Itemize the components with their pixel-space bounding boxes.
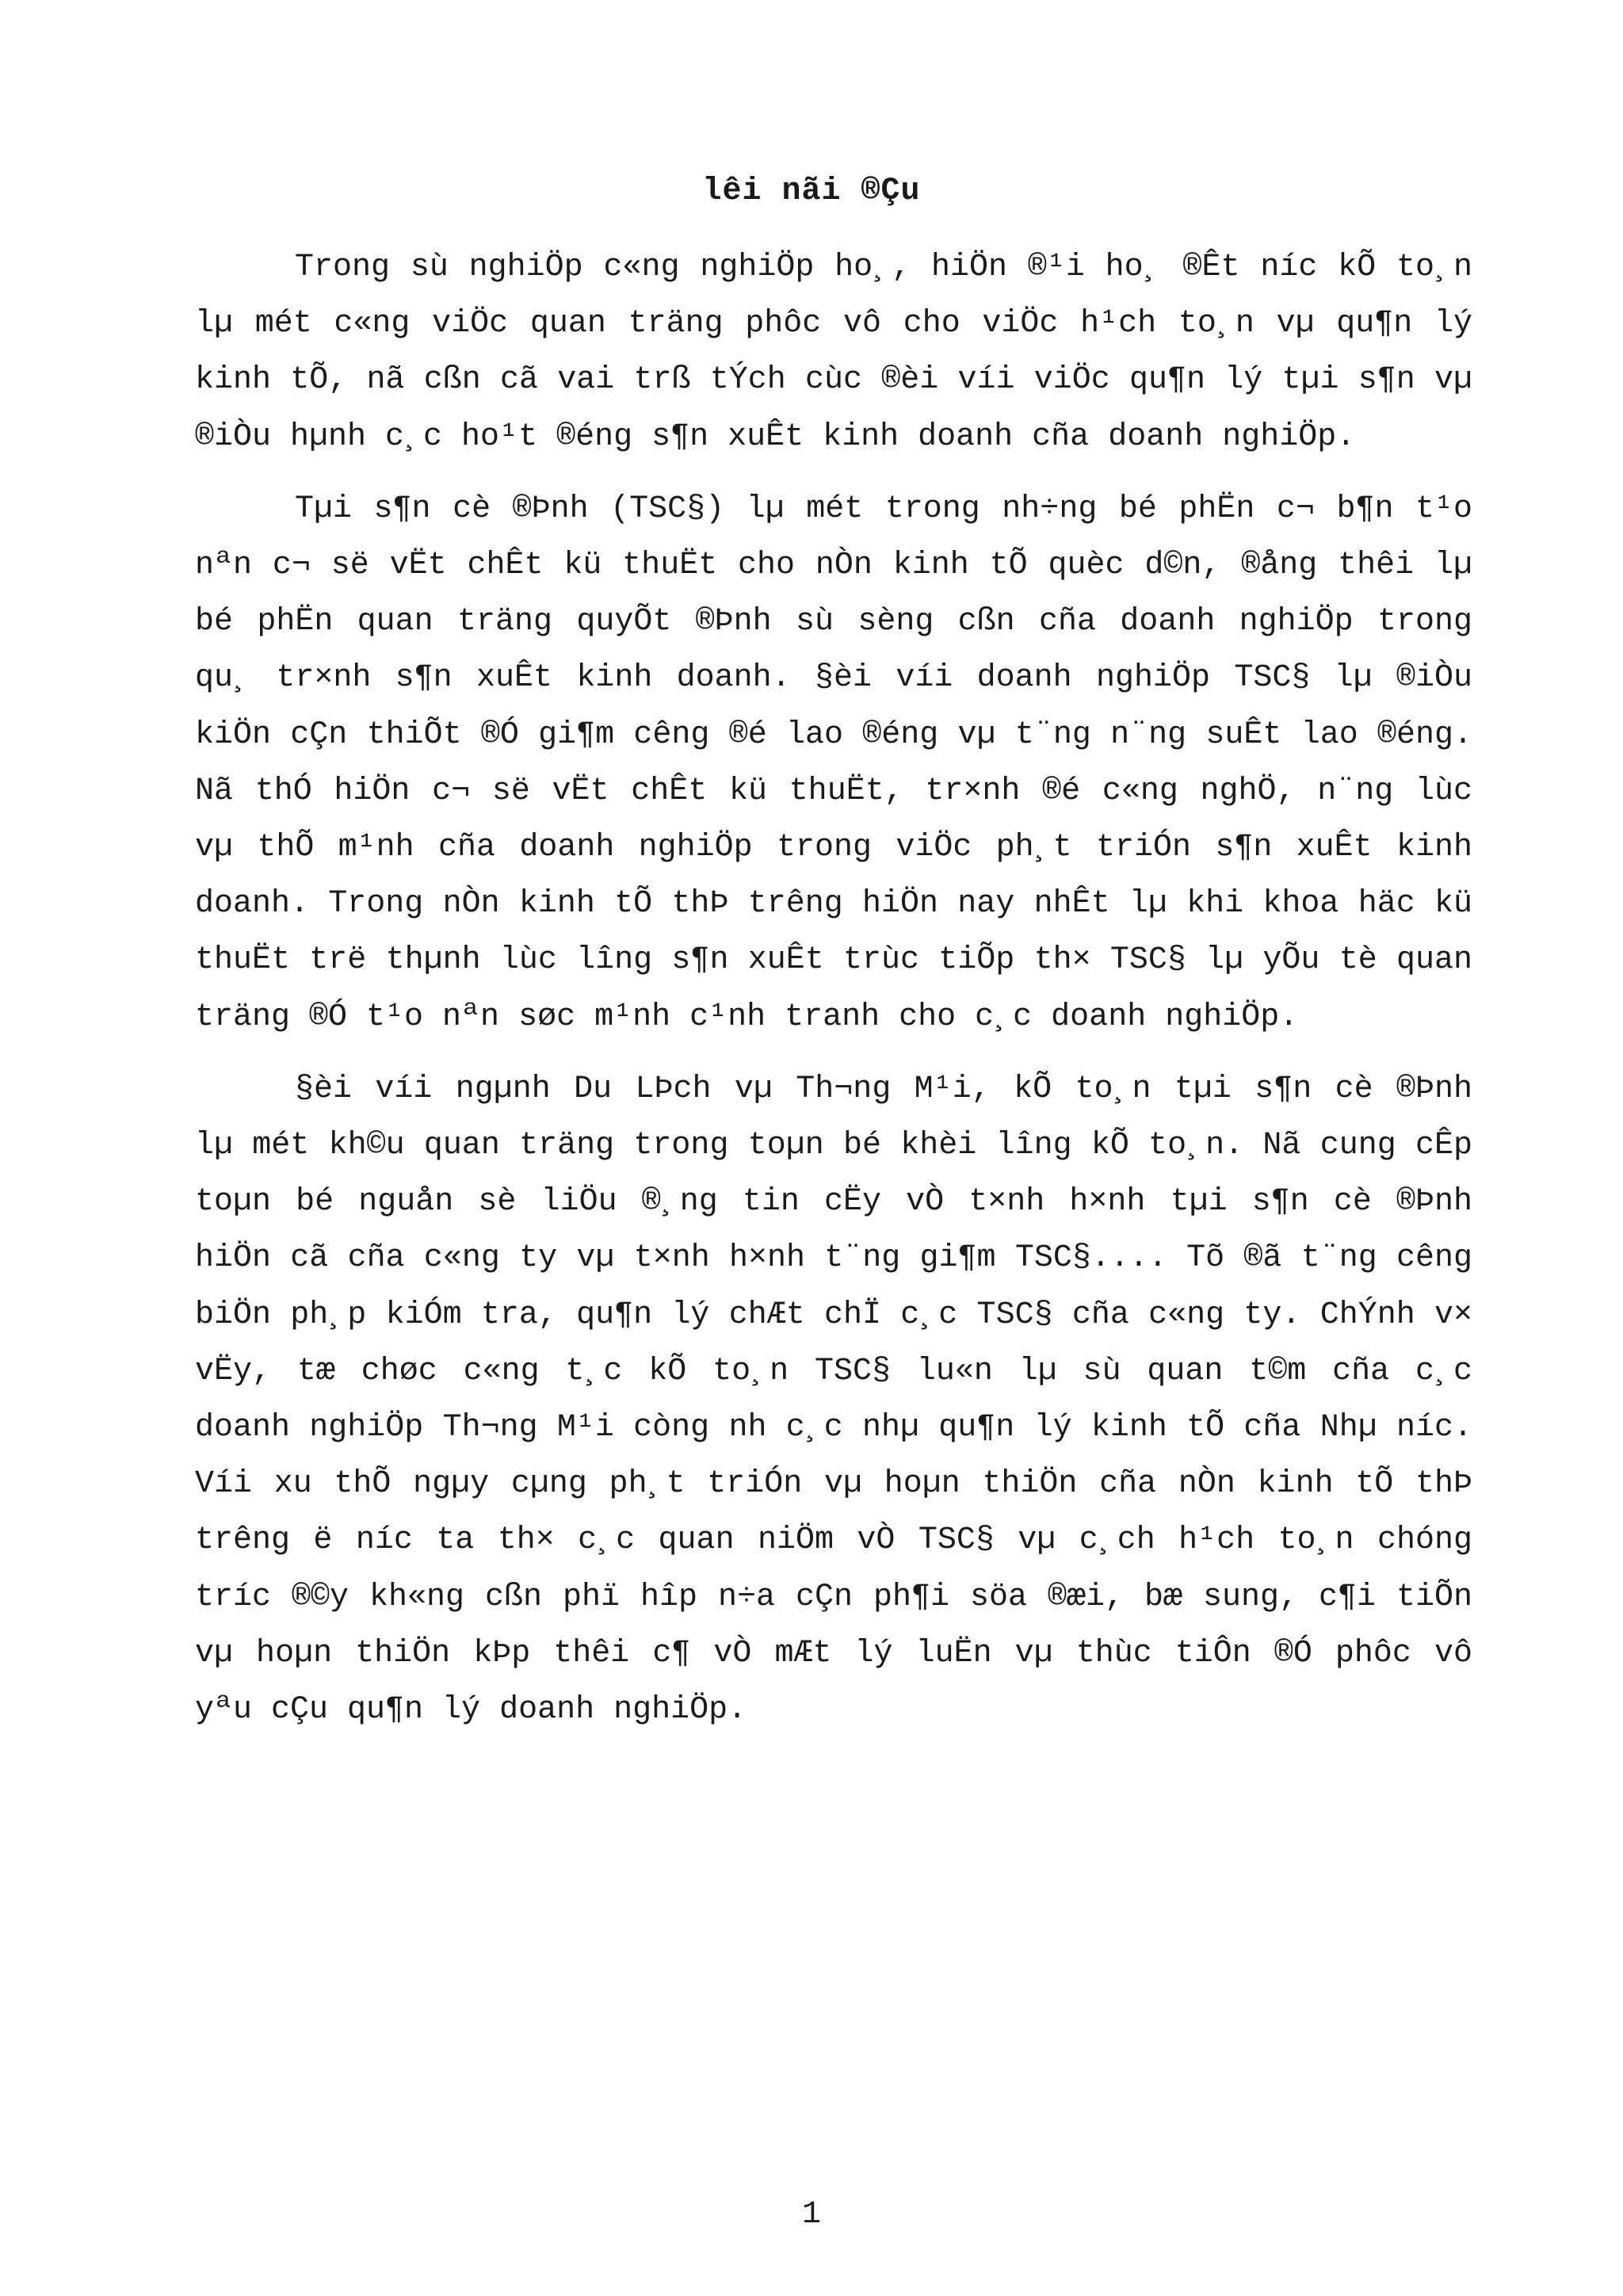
paragraph-1: Trong sù nghiÖp c«ng nghiÖp ho¸, hiÖn ®¹i ho¸ ®Êt níc kÕ to¸n lµ mét c«ng viÖc quan träng phôc vô cho viÖc h¹ch to¸n vµ qu¶n lý kinh tÕ, nã cßn cã vai trß tÝch cùc ®èi víi viÖc qu¶n lý tµi s¶n vµ ®iÒu hµnh c¸c ho¹t ®éng s¶n xuÊt kinh doanh cña doanh nghiÖp.	[195, 250, 1472, 455]
document-title: lêi nãi ®Çu	[702, 174, 921, 209]
page-number: 1	[801, 2197, 821, 2233]
document-body	[195, 239, 1472, 1754]
paragraph-2: Tµi s¶n cè ®Þnh (TSC§) lµ mét trong nh÷ng bé phËn c¬ b¶n t¹o nªn c¬ së vËt chÊt kü thuËt cho nÒn kinh tÕ quèc d©n, ®ång thêi lµ bé phËn quan träng quyÕt ®Þnh sù sèng cßn cña doanh nghiÖp trong qu¸ tr×nh s¶n xuÊt kinh doanh. §èi víi doanh nghiÖp TSC§ lµ ®iÒu kiÖn cÇn thiÕt ®Ó gi¶m cêng ®é lao ®éng vµ t¨ng n¨ng suÊt lao ®éng. Nã thÓ hiÖn c¬ së vËt chÊt kü thuËt, tr×nh ®é c«ng nghÖ, n¨ng lùc vµ thÕ m¹nh cña doanh nghiÖp trong viÖc ph¸t triÓn s¶n xuÊt kinh doanh. Trong nÒn kinh tÕ thÞ trêng hiÖn nay nhÊt lµ khi khoa häc kü thuËt trë thµnh lùc lîng s¶n xuÊt trùc tiÕp th× TSC§ lµ yÕu tè quan träng ®Ó t¹o nªn søc m¹nh c¹nh tranh cho c¸c doanh nghiÖp.	[195, 491, 1472, 1035]
paragraph-3: §èi víi ngµnh Du LÞch vµ Th¬ng M¹i, kÕ to¸n tµi s¶n cè ®Þnh lµ mét kh©u quan träng trong toµn bé khèi lîng kÕ to¸n. Nã cung cÊp toµn bé nguån sè liÖu ®¸ng tin cËy vÒ t×nh h×nh tµi s¶n cè ®Þnh hiÖn cã cña c«ng ty vµ t×nh h×nh t¨ng gi¶m TSC§.... Tõ ®ã t¨ng cêng biÖn ph¸p kiÓm tra, qu¶n lý chÆt chÏ c¸c TSC§ cña c«ng ty. ChÝnh v× vËy, tæ chøc c«ng t¸c kÕ to¸n TSC§ lu«n lµ sù quan t©m cña c¸c doanh nghiÖp Th¬ng M¹i còng nh c¸c nhµ qu¶n lý kinh tÕ cña Nhµ níc. Víi xu thÕ ngµy cµng ph¸t triÓn vµ hoµn thiÖn cña nÒn kinh tÕ thÞ trêng ë níc ta th× c¸c quan niÖm vÒ TSC§ vµ c¸ch h¹ch to¸n chóng tríc ®©y kh«ng cßn phï hîp n÷a cÇn ph¶i söa ®æi, bæ sung, c¶i tiÕn vµ hoµn thiÖn kÞp thêi c¶ vÒ mÆt lý luËn vµ thùc tiÔn ®Ó phôc vô yªu cÇu qu¶n lý doanh nghiÖp.	[195, 1071, 1472, 1729]
